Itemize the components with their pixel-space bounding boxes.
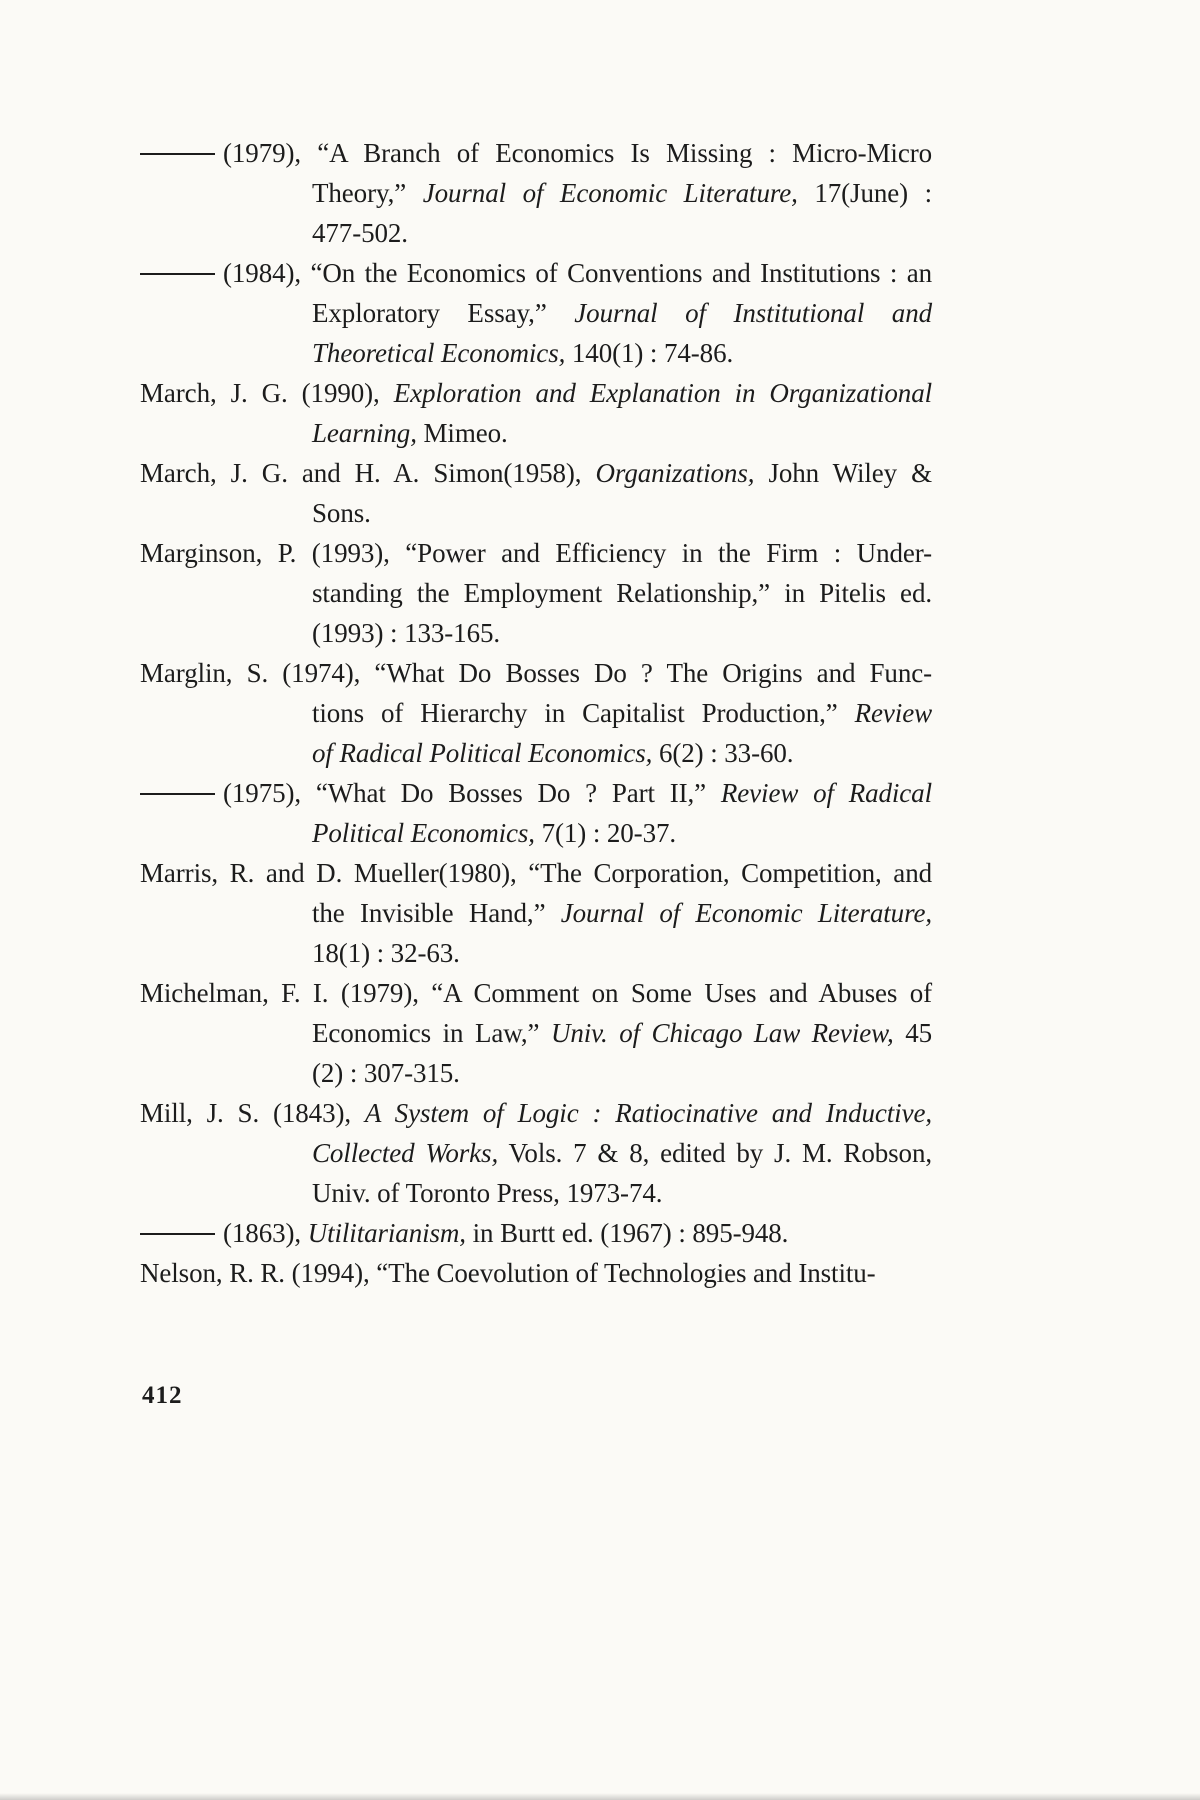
reference-entry <box>140 1213 932 1253</box>
reference-text: the Invisible Hand,” <box>312 898 561 928</box>
reference-text: Journal of Economic Literature, <box>560 898 933 928</box>
reference-text: Vols. 7 & 8, edited by J. M. Robson, <box>498 1138 932 1168</box>
reference-line <box>140 1013 932 1053</box>
reference-text: (1975), “What Do Bosses Do ? Part II,” <box>223 778 721 808</box>
reference-line <box>140 333 932 373</box>
reference-line <box>140 933 932 973</box>
same-author-dash <box>140 153 215 155</box>
reference-entry <box>140 533 932 653</box>
reference-text: Review of Radical <box>720 778 932 808</box>
reference-line <box>140 653 932 693</box>
reference-text: (1993) : 133-165. <box>312 618 501 648</box>
reference-text: 7(1) : 20-37. <box>534 818 677 848</box>
reference-line <box>140 533 932 573</box>
same-author-dash <box>140 793 215 795</box>
reference-text: A System of Logic : Ratiocinative and Inductive, <box>364 1098 932 1128</box>
reference-text: Sons. <box>312 498 371 528</box>
reference-entry <box>140 773 932 853</box>
reference-text: of Radical Political Economics, <box>312 738 653 768</box>
same-author-dash <box>140 273 215 275</box>
reference-text: Marris, R. and D. Mueller(1980), “The Corporation, Competition, and <box>140 858 932 888</box>
reference-line <box>140 613 932 653</box>
reference-entry <box>140 973 932 1093</box>
reference-line <box>140 813 932 853</box>
reference-text: standing the Employment Relationship,” in Pitelis ed. <box>312 578 932 608</box>
reference-entry <box>140 133 932 253</box>
reference-line <box>140 453 932 493</box>
reference-line <box>140 1173 932 1213</box>
reference-text: (2) : 307-315. <box>312 1058 460 1088</box>
reference-text: Marginson, P. (1993), “Power and Efficiency in the Firm : Under- <box>140 538 932 568</box>
reference-line <box>140 1253 932 1293</box>
reference-line <box>140 213 932 253</box>
reference-entry <box>140 453 932 533</box>
reference-text: Univ. of Toronto Press, 1973-74. <box>312 1178 663 1208</box>
reference-text: Organizations, <box>595 458 755 488</box>
reference-text: 477-502. <box>312 218 408 248</box>
reference-text: Theoretical Economics, <box>312 338 566 368</box>
reference-text: 6(2) : 33-60. <box>652 738 794 768</box>
reference-text: 18(1) : 32-63. <box>312 938 460 968</box>
reference-text: (1979), “A Branch of Economics Is Missing : Micro-Micro <box>223 138 932 168</box>
reference-line <box>140 733 932 773</box>
reference-text: Theory,” <box>312 178 423 208</box>
reference-line <box>140 893 932 933</box>
reference-text: Economics in Law,” <box>312 1018 551 1048</box>
reference-line <box>140 853 932 893</box>
reference-line <box>140 1053 932 1093</box>
same-author-dash <box>140 1233 215 1235</box>
reference-line <box>140 293 932 333</box>
reference-line <box>140 573 932 613</box>
references-list <box>140 133 932 1293</box>
reference-text: 140(1) : 74-86. <box>565 338 734 368</box>
reference-line <box>140 1133 932 1173</box>
page-bottom-edge <box>0 1793 1200 1800</box>
reference-text: Learning, <box>312 418 417 448</box>
reference-line <box>140 973 932 1013</box>
reference-text: Mill, J. S. (1843), <box>140 1098 365 1128</box>
reference-text: Political Economics, <box>312 818 535 848</box>
reference-entry <box>140 1253 932 1293</box>
reference-line <box>140 253 932 293</box>
reference-entry <box>140 373 932 453</box>
page-number: 412 <box>142 1382 183 1409</box>
reference-text: (1984), “On the Economics of Conventions and Institutions : an <box>223 258 932 288</box>
reference-text: Nelson, R. R. (1994), “The Coevolution of Technologies and Institu- <box>140 1258 876 1288</box>
reference-line <box>140 413 932 453</box>
reference-text: Collected Works, <box>312 1138 499 1168</box>
reference-line <box>140 173 932 213</box>
reference-text: March, J. G. and H. A. Simon(1958), <box>140 458 596 488</box>
reference-text: (1863), <box>223 1218 308 1248</box>
reference-text: 45 <box>893 1018 933 1048</box>
reference-line <box>140 133 932 173</box>
reference-text: Michelman, F. I. (1979), “A Comment on Some Uses and Abuses of <box>140 978 932 1008</box>
reference-line <box>140 773 932 813</box>
reference-text: Review <box>854 698 932 728</box>
reference-text: Journal of Economic Literature, <box>422 178 798 208</box>
reference-line <box>140 373 932 413</box>
reference-text: Utilitarianism, <box>307 1218 466 1248</box>
reference-text: Mimeo. <box>416 418 508 448</box>
reference-text: Marglin, S. (1974), “What Do Bosses Do ? The Origins and Func- <box>140 658 932 688</box>
reference-entry <box>140 253 932 373</box>
reference-line <box>140 693 932 733</box>
reference-text: in Burtt ed. (1967) : 895-948. <box>465 1218 789 1248</box>
reference-entry <box>140 653 932 773</box>
reference-line <box>140 1213 932 1253</box>
reference-text: 17(June) : <box>797 178 932 208</box>
reference-text: March, J. G. (1990), <box>140 378 394 408</box>
reference-text: tions of Hierarchy in Capitalist Production,” <box>312 698 855 728</box>
reference-text: Exploration and Explanation in Organizational <box>393 378 932 408</box>
reference-text: Exploratory Essay,” <box>312 298 575 328</box>
reference-entry <box>140 853 932 973</box>
reference-text: John Wiley & <box>754 458 932 488</box>
reference-line <box>140 1093 932 1133</box>
reference-entry <box>140 1093 932 1213</box>
reference-text: Journal of Institutional and <box>574 298 932 328</box>
reference-line <box>140 493 932 533</box>
reference-text: Univ. of Chicago Law Review, <box>550 1018 894 1048</box>
